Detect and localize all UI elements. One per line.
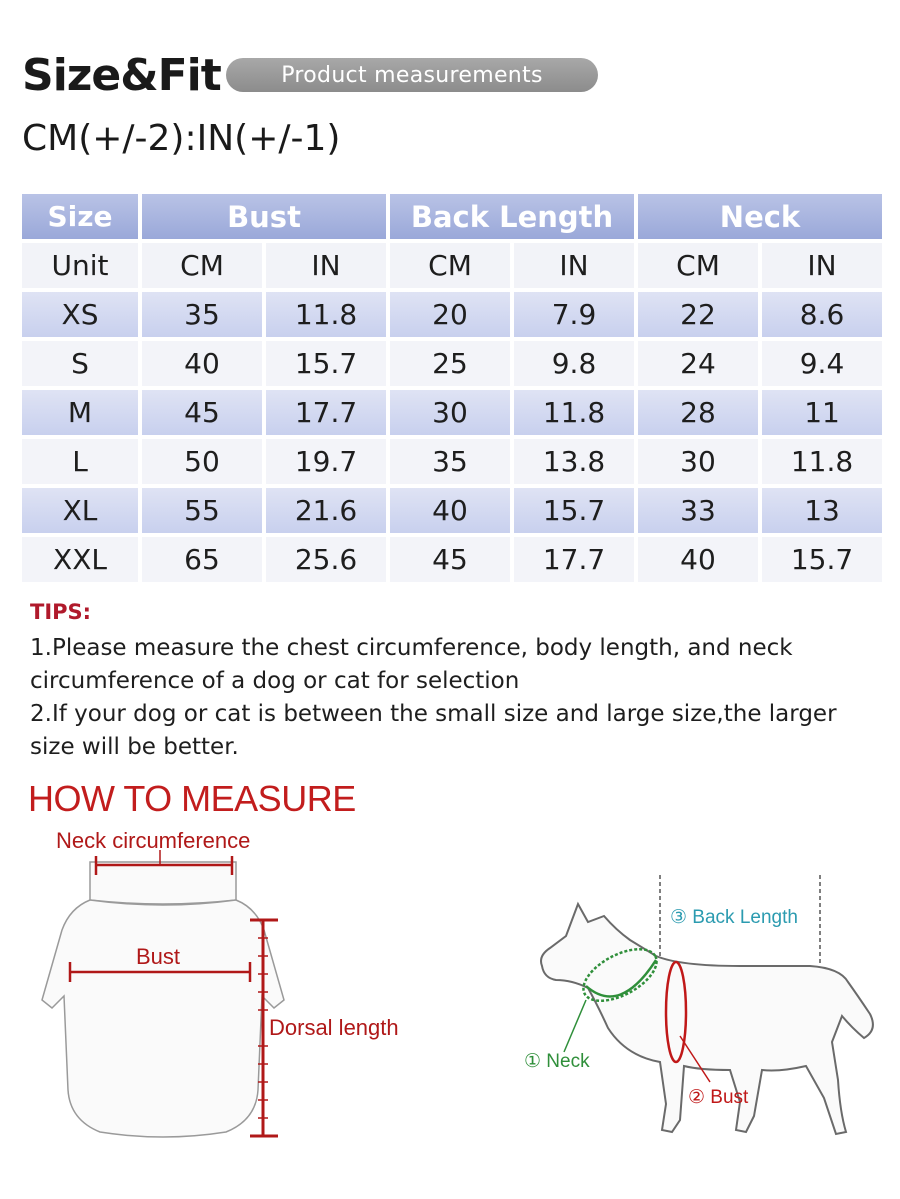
table-cell: 19.7 — [266, 439, 386, 484]
table-cell: M — [22, 390, 138, 435]
tip-2: 2.If your dog or cat is between the small size and large size,the larger size will be better. — [30, 701, 837, 760]
table-cell: 40 — [638, 537, 758, 582]
table-cell: 35 — [142, 292, 262, 337]
table-cell: 65 — [142, 537, 262, 582]
table-cell: 20 — [390, 292, 510, 337]
tip-1: 1.Please measure the chest circumference, body length, and neck circumference of a dog or cat for selection — [30, 635, 793, 694]
table-cell: 15.7 — [514, 488, 634, 533]
garment-illustration — [0, 820, 440, 1199]
table-cell: 9.4 — [762, 341, 882, 386]
table-cell: 45 — [390, 537, 510, 582]
table-row — [22, 341, 882, 386]
size-chart-table — [18, 190, 886, 586]
column-header-back-length: Back Length — [390, 194, 634, 239]
column-header-neck: Neck — [638, 194, 882, 239]
neck-circumference-label: Neck circumference — [56, 828, 251, 853]
unit-row — [22, 243, 882, 288]
table-row — [22, 488, 882, 533]
table-cell: Unit — [22, 243, 138, 288]
table-cell: 11.8 — [762, 439, 882, 484]
table-cell: 24 — [638, 341, 758, 386]
table-row — [22, 537, 882, 582]
table-cell: 11.8 — [514, 390, 634, 435]
product-measurements-badge: Product measurements — [226, 58, 598, 92]
table-cell: IN — [514, 243, 634, 288]
tips-body — [30, 632, 880, 764]
table-cell: 25.6 — [266, 537, 386, 582]
table-cell: 40 — [142, 341, 262, 386]
table-cell: 28 — [638, 390, 758, 435]
table-cell: 55 — [142, 488, 262, 533]
table-cell: 21.6 — [266, 488, 386, 533]
table-cell: 13 — [762, 488, 882, 533]
back-length-label: ③ Back Length — [670, 907, 798, 928]
table-header-row — [22, 194, 882, 239]
table-cell: 30 — [638, 439, 758, 484]
table-cell: 50 — [142, 439, 262, 484]
table-cell: 9.8 — [514, 341, 634, 386]
table-cell: 30 — [390, 390, 510, 435]
table-cell: 15.7 — [266, 341, 386, 386]
table-cell: XL — [22, 488, 138, 533]
column-header-size: Size — [22, 194, 138, 239]
table-row — [22, 390, 882, 435]
table-cell: XXL — [22, 537, 138, 582]
table-cell: CM — [390, 243, 510, 288]
table-cell: 13.8 — [514, 439, 634, 484]
table-row — [22, 439, 882, 484]
table-cell: 15.7 — [762, 537, 882, 582]
table-cell: 11 — [762, 390, 882, 435]
table-cell: 25 — [390, 341, 510, 386]
table-cell: 11.8 — [266, 292, 386, 337]
table-cell: 22 — [638, 292, 758, 337]
table-cell: XS — [22, 292, 138, 337]
table-cell: 17.7 — [514, 537, 634, 582]
table-cell: S — [22, 341, 138, 386]
how-to-measure-heading: HOW TO MEASURE — [28, 778, 356, 819]
dog-illustration — [480, 820, 900, 1199]
table-cell: 45 — [142, 390, 262, 435]
table-cell: IN — [266, 243, 386, 288]
table-cell: 40 — [390, 488, 510, 533]
dog-bust-label: ② Bust — [688, 1087, 749, 1108]
measurement-diagram — [0, 820, 900, 1199]
dorsal-length-label: Dorsal length — [269, 1015, 399, 1040]
table-cell: 7.9 — [514, 292, 634, 337]
table-cell: CM — [142, 243, 262, 288]
tips-heading: TIPS: — [30, 600, 92, 624]
page-title: Size&Fit — [22, 50, 221, 101]
bust-label: Bust — [136, 944, 181, 969]
table-row — [22, 292, 882, 337]
table-cell: 17.7 — [266, 390, 386, 435]
table-cell: 33 — [638, 488, 758, 533]
table-cell: L — [22, 439, 138, 484]
table-cell: 35 — [390, 439, 510, 484]
table-cell: IN — [762, 243, 882, 288]
table-cell: 8.6 — [762, 292, 882, 337]
neck-label: ① Neck — [524, 1051, 590, 1072]
column-header-bust: Bust — [142, 194, 386, 239]
table-cell: CM — [638, 243, 758, 288]
tolerance-note: CM(+/-2):IN(+/-1) — [22, 118, 341, 159]
